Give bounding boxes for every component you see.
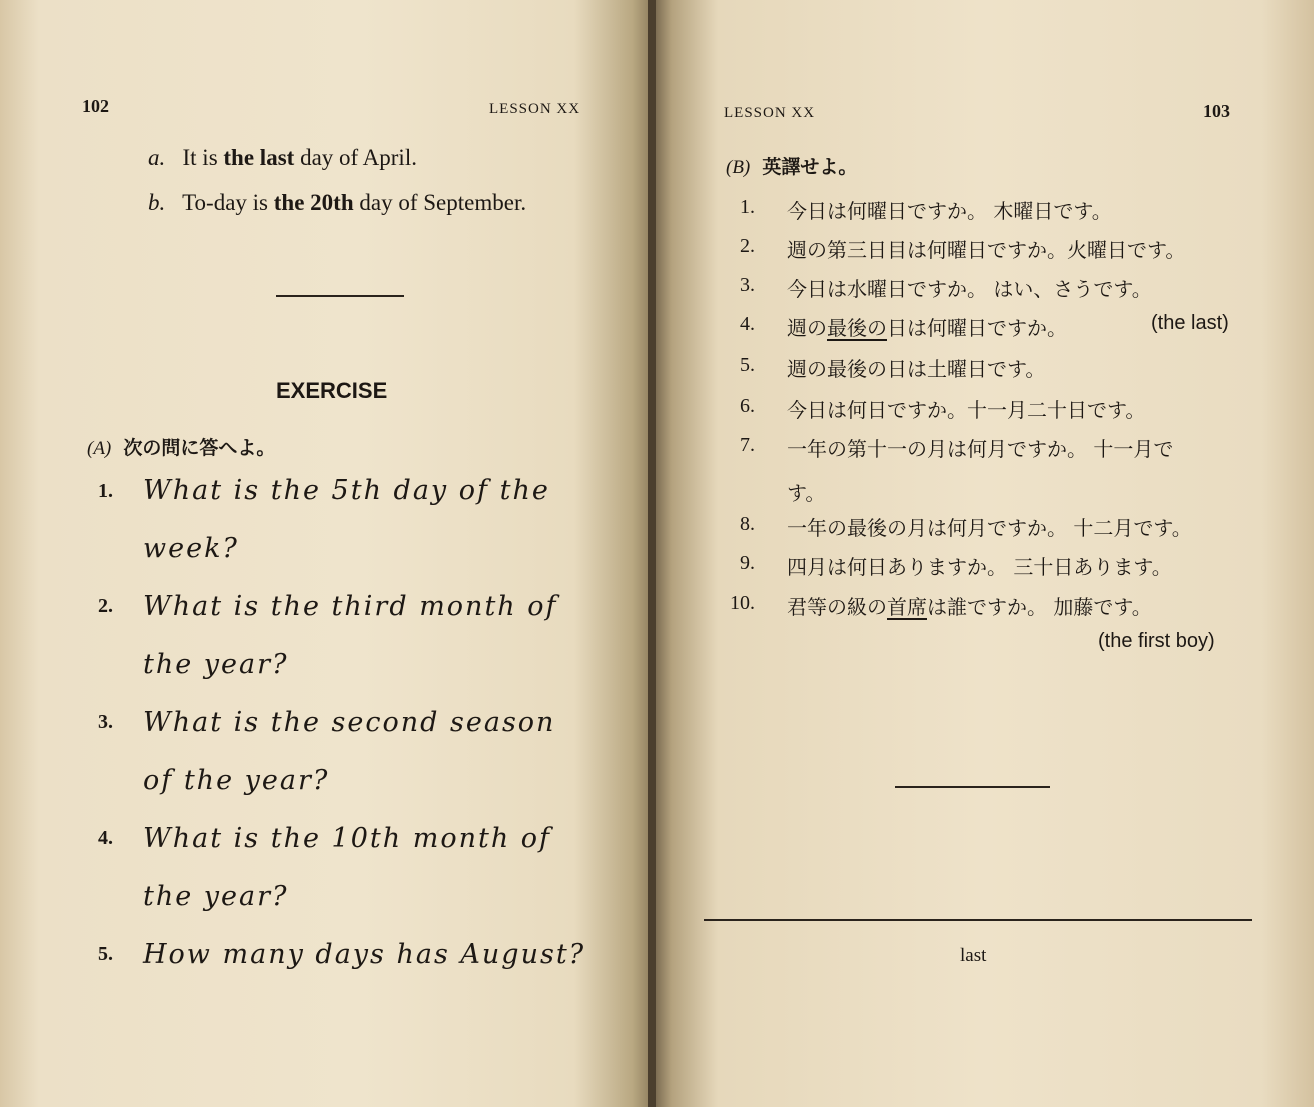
item-text: 四月は何日ありますか。 三十日あります。 [787,555,1172,579]
footer-rule [704,919,1252,921]
item-number: 10. [730,592,755,614]
question-line: How many days has August? [143,939,586,970]
example-letter: a. [148,145,166,170]
item-number: 8. [740,513,755,535]
english-hint: (the first boy) [1098,630,1215,652]
item-text-continuation: す。 [787,481,826,505]
section-divider [276,295,404,297]
footer-word: last [960,945,987,966]
example-emphasis: the 20th [273,190,354,215]
item-text [787,591,1152,620]
book-gutter [648,0,656,1107]
item-number: 4. [740,313,755,335]
item-number: 7. [740,434,755,456]
question-number: 2. [98,595,113,617]
question-number: 1. [98,480,113,502]
running-header: LESSON XX [724,105,816,121]
page-number: 102 [82,96,109,116]
question-number: 3. [98,711,113,733]
english-hint: (the last) [1151,312,1229,334]
example-a [148,145,417,171]
item-text: 今日は何日ですか。十一月二十日です。 [787,398,1146,422]
running-header: LESSON XX [489,101,581,117]
item-text-post: は誰ですか。 加藤です。 [927,595,1152,619]
question-number: 4. [98,827,113,849]
section-b-label: (B) [726,157,751,178]
right-page [652,0,1314,1107]
example-emphasis: the last [223,145,295,170]
left-page [0,0,652,1107]
underlined-term: 最後の [827,316,887,340]
item-text: 一年の最後の月は何月ですか。 十二月です。 [787,516,1192,540]
section-b-heading [726,152,857,179]
item-text: 週の最後の日は土曜日です。 [787,357,1046,381]
section-a-label: (A) [87,438,112,459]
question-line: What is the third month of [143,591,558,622]
example-text-pre: It is [182,145,224,170]
section-a-instruction: 次の問に答へよ。 [123,437,276,459]
exercise-title: EXERCISE [276,378,388,403]
question-line: the year? [143,649,289,680]
item-number: 6. [740,395,755,417]
item-text-pre: 週の [787,316,827,340]
example-text-pre: To-day is [182,190,274,215]
question-line: What is the second season [143,707,556,738]
example-text-post: day of September. [353,190,527,215]
question-line: the year? [143,881,289,912]
item-number: 5. [740,354,755,376]
section-b-instruction: 英譯せよ。 [762,156,858,178]
example-letter: b. [148,190,166,215]
item-text: 今日は水曜日ですか。 はい、さうです。 [787,277,1152,301]
item-number: 3. [740,274,755,296]
question-line: of the year? [143,765,330,796]
item-number: 1. [740,196,755,218]
item-text: 今日は何曜日ですか。 木曜日です。 [787,199,1112,223]
question-line: What is the 5th day of the [143,475,550,506]
question-line: week? [143,533,239,564]
question-number: 5. [98,943,113,965]
item-text-pre: 君等の級の [787,595,887,619]
item-text: 週の第三日目は何曜日ですか。火曜日です。 [787,238,1186,262]
item-number: 2. [740,235,755,257]
underlined-term: 首席 [887,595,927,619]
section-a-heading [87,433,275,460]
item-number: 9. [740,552,755,574]
item-text: 一年の第十一の月は何月ですか。 十一月で [787,437,1174,461]
page-number: 103 [1203,101,1230,121]
item-text [787,312,1067,341]
item-text-post: 日は何曜日ですか。 [887,316,1067,340]
question-line: What is the 10th month of [143,823,552,854]
example-text-post: day of April. [294,145,417,170]
example-b [148,190,526,216]
section-divider [895,786,1050,788]
